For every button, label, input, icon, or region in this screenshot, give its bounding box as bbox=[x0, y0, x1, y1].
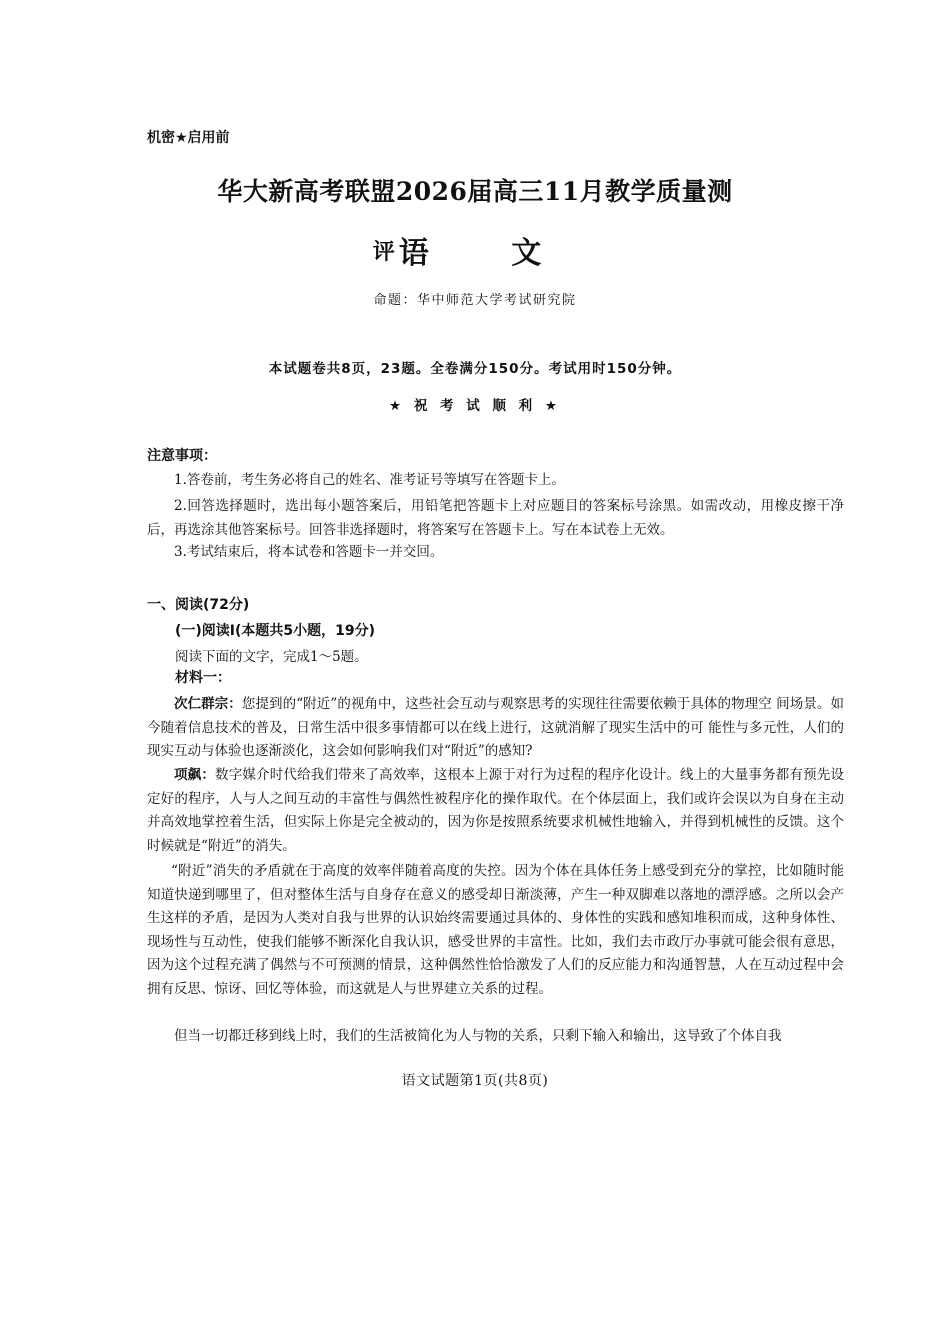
subject-name: 语 文 bbox=[398, 236, 578, 271]
paragraph-text: “附近”消失的矛盾就在于高度的效率伴随着高度的失控。因为个体在具体任务上感受到充分的掌控，比如随时能知道快递到哪里了，但对整体生活与自身存在意义的感受却日渐淡薄，产生一种双脚难以落地的漂浮感。之所以会产生这样的矛盾，是因为人类对自我与世界的认识始终需要通过具体的、身体性的实践和感知堆积而成，这种身体性、现场性与互动性，使我们能够不断深化自我认识，感受世界的丰富性。比如，我们去市政厅办事就可能会很有意思，因为这个过程充满了偶然与不可预测的情景，这种偶然性恰恰激发了人们的反应能力和沟通智慧，人在互动过程中会拥有反思、惊讶、回忆等体验，而这就是人与世界建立关系的过程。 bbox=[147, 863, 844, 997]
notice-title: 注意事项： bbox=[147, 448, 217, 464]
passage-paragraph bbox=[147, 860, 844, 1001]
passage-paragraph bbox=[147, 764, 844, 858]
passage-paragraph bbox=[147, 693, 844, 764]
confidential-label: 机密★启用前 bbox=[147, 130, 230, 146]
paragraph-text: 但当一切都迁移到线上时，我们的生活被简化为人与物的关系，只剩下输入和输出，这导致了个体自我 bbox=[174, 1028, 782, 1044]
reading-instruction: 阅读下面的文字，完成1～5题。 bbox=[175, 649, 368, 665]
speaker-name: 次仁群宗： bbox=[174, 696, 242, 712]
section-title: 一、阅读(72分) bbox=[147, 597, 250, 613]
exam-author: 命题：华中师范大学考试研究院 bbox=[373, 293, 577, 308]
notice-item: 2.回答选择题时，选出每小题答案后，用铅笔把答题卡上对应题目的答案标号涂黑。如需改动，用橡皮擦干净后，再选涂其他答案标号。回答非选择题时，将答案写在答题卡上。写在本试卷上无效。 bbox=[147, 498, 844, 538]
subject-prefix: 评 bbox=[372, 239, 395, 265]
notice-item: 1.答卷前，考生务必将自己的姓名、准考证号等填写在答题卡上。 bbox=[174, 472, 565, 488]
speaker-name: 项飙： bbox=[174, 767, 216, 783]
exam-info: 本试题卷共8页，23题。全卷满分150分。考试用时150分钟。 bbox=[268, 361, 682, 377]
notice-item: 3.考试结束后，将本试卷和答题卡一并交回。 bbox=[174, 544, 444, 560]
section-subtitle: (一)阅读Ⅰ(本题共5小题，19分) bbox=[175, 623, 376, 639]
paragraph-text: 您提到的“附近”的视角中，这些社会互动与观察思考的实现往往需要依赖于具体的物理空 间场景。如今随着信息技术的普及，日常生活中很多事情都可以在线上进行，这就消解了现实生活中的可 能性与多元性，人们的现实互动与体验也逐渐淡化，这会如何影响我们对“附近”的感知? bbox=[147, 696, 844, 759]
material-label: 材料一： bbox=[175, 670, 231, 686]
exam-title: 华大新高考联盟2026届高三11月教学质量测 bbox=[217, 177, 733, 206]
subject-heading bbox=[0, 228, 950, 272]
page-footer: 语文试题第1页(共8页) bbox=[401, 1073, 549, 1089]
paragraph-text: 数字媒介时代给我们带来了高效率，这根本上源于对行为过程的程序化设计。线上的大量事务都有预先设定好的程序，人与人之间互动的丰富性与偶然性被程序化的操作取代。在个体层面上，我们或许会误以为自身在主动并高效地掌控着生活，但实际上你是完全被动的，因为你是按照系统要求机械性地输入，并得到机械性的反馈。这个时候就是“附近”的消失。 bbox=[147, 767, 844, 854]
good-luck-line: ★ 祝 考 试 顺 利 ★ bbox=[389, 398, 561, 414]
passage-paragraph bbox=[147, 1025, 844, 1049]
